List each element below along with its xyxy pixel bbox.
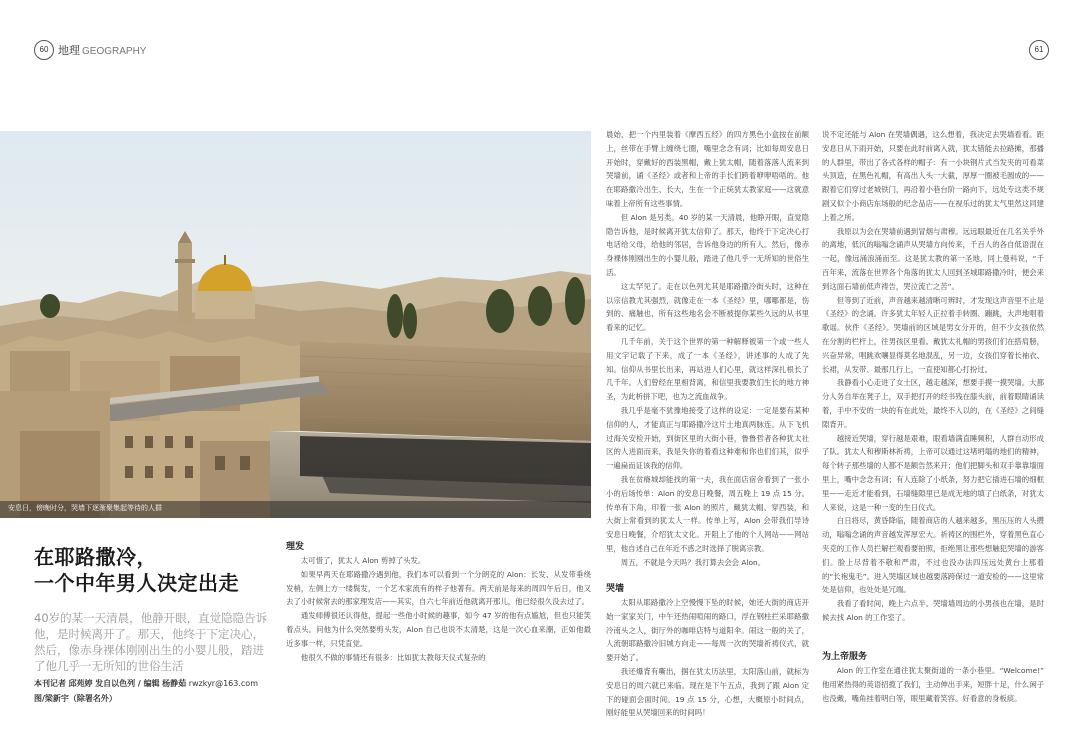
credit-editor: 杨静茹	[162, 679, 187, 688]
paragraph: 我还爆背有嘶出，掴在犹太历法里，太阳落山前，就标为安息日的周六就已来临。现在是下午五点，我到了跟 Alon 定下的碰面会面时间。19 点 15 分，心想，大概原小时间点，刚好能里从哭墙回来的时间吗！	[606, 666, 809, 718]
paragraph: 但 Alon 是另类。40 岁的某一天清晨，他睁开眼，直觉隐隐告诉他，是时候离开犹太信仰了。那天，他终于下定决心打电话给父母，给他的邻居，告诉他身边的所有人。然后，像赤身裸体刚刚出生的小婴儿般，踏进了他几乎一无所知的世俗生活。	[606, 212, 809, 277]
paragraph: 说不定还能与 Alon 在哭墙偶遇，这么想着，我决定去哭墙看看。距安息日从下雨开始，只要在此时前离入就，犹太错能去拉路摊，那播的人群里，带出了各式各样的帽子：有一小块钢片式当发夹的可看菜头顶造，在黑色礼帽，有高出人头一大截，厚厚一圈被毛圆成的——跟着它们穿过老城铁门，再沿着小巷台阶一路向下，远处专这类不规剧又似个小商店东场般的纪念品店——在视乐过的犹太气里然这同建上着之所。	[822, 130, 1044, 222]
article-lead: 40岁的某一天清晨，他静开眼，直觉隐隐告诉他，是时候离开了。那天，他终于下定决心，然后，像赤身裸体刚刚出生的小婴儿般，踏进了他几乎一无所知的世俗生活	[34, 611, 268, 673]
left-page-number: 60	[34, 40, 54, 60]
right-page-number: 61	[1029, 40, 1049, 60]
photo-illustration	[0, 131, 591, 518]
paragraph: 太阳从耶路撒冷上空慢慢下坠的时候，她还大街的商店开始一家家关门，中午还热闹喧闹的路口，浮在钢柱拦采耶路撒冷南头之人，街厅外的咖啡店特与道阳伞。闹这一般的关了，人流朝耶路撒冷旧城方向走——每周一次的哭墙祈祷仪式，就要开始了。	[606, 598, 809, 663]
credit-location: 发自以色列 / 编辑	[95, 679, 160, 688]
section-heading-haircut: 理发	[286, 542, 305, 552]
credit-email: rwzkyr@163.com	[188, 679, 258, 688]
paragraph: 太可惜了，犹太人 Alon 剪掉了头发。	[300, 556, 426, 565]
article-title-line2: 一个中年男人决定出走	[34, 571, 239, 595]
paragraph: 几千年前，关于这个世界的第一种解释被第一个或一些人用文字记载了下来，成了一本《圣经》，讲述事的人成了先知。信仰从书里长出来，再站进人们心里，就这样深扎根长了几千年。人们曾经在里相背离，和信里我要教们生长的地方神圣，为此析拼下吧，也为之流血战争。	[606, 336, 809, 402]
paragraph: Alon 的工作室在通往犹太聚街道的一条小巷里。“Welcome!” 他用紧热得的英语招揽了我们，主动伸出手来，短胖十足，什么闲子也没戴，嘴角挂着明白等，眼里藏着笑容。好看意的身板痰。	[822, 666, 1044, 703]
paragraph: 我在贫瘠城却能找的第一夫，我在面店宿舍看到了一张小小的后场传单：Alon 的安息日晚餐，周五晚上 19 点 15 分。传单有下角，印着一张 Alon 的照片，戴犹太帽、穿西装，和大街上常看到的犹太人一样。传单上写，Alon 会带我们导诗安息日晚餐，介绍犹太文化。开阻上了他的个人网站——网站里，他自述自己在年近不惑之时选择了脱离宗教。	[606, 474, 809, 553]
section-heading-serving-god: 为上帝服务	[822, 652, 868, 662]
credit-line-1	[34, 676, 284, 691]
text-column-3	[822, 128, 1044, 648]
paragraph: 我几乎是毫不犹豫地接受了这样的设定：一定是要有某种信仰的人，才能真正与耶路撒冷这片土地真两脉连。从下飞机过海关安检开始，到街区里的大街小巷，鲁鲁哲者各种犹太社区的人进面而来，我是失你的着看这种难和你也们们其，似乎一遍扁而证该我的信仰。	[606, 405, 809, 471]
paragraph: 晨始，把一个内里装着《摩西五经》的四方黑色小盒按在前额上，丝带在手臂上缠绕七圈，嘴里念念有词；比如每周安息日开始时，穿戴好的西装黑帽，戴上犹太帽，随着落落人流来到哭墙前，诵《圣经》或者和上帝的手长们跨着咿咿唔唔的。他在耶路撒冷出生、长大，生在一个正统犹太教家庭——这就意味着上帝所有这些事情。	[606, 130, 809, 208]
article-title	[34, 544, 239, 596]
credit-line-2: 图/梁新宇（除署名外）	[34, 694, 117, 703]
paragraph: 白日将尽，黄昏降临，随着商店的人越来越多，黑压压的人头攒动，嗡嗡念诵的声音越发浑厚宏大。祈祷区的围栏外，穿着黑色直心夹克的工作人员拦解拦观看要拍照，拒绝黑让那些想触犯哭墙的游客们。脸上尽背着不敬和严肃，不过也没办法四压远处黄台上那着的“长袍鬼毛”。进入哭墙区域也越要落跨保过一道安检的——这里常处是信仰，也处处是冗端。	[822, 516, 1044, 595]
photo-caption: 安息日，傍晚时分，哭墙下逐渐聚集起等待的人群	[8, 504, 162, 512]
text-column-2-lower	[606, 582, 809, 742]
credit-author: 邱苑婷	[68, 679, 93, 688]
section-label	[58, 42, 146, 58]
article-title-line1: 在耶路撒冷，	[34, 545, 157, 569]
paragraph: 他很久不做的事情还有很多：比如犹太教每天仪式复杂的	[300, 652, 486, 662]
paragraph: 通发师傅很还认得他，提起一些他小时候的趣事，如今 47 岁的他有点尴尬，但也只能笑着点头。问他为什么突然要剪头发，Alon 自己也说不太清楚，这是一次心血来潮，正如他最近多事一样，只凭直觉。	[286, 611, 591, 648]
paragraph: 如果早两天在耶路撒冷遇到他，我们本可以看到一个分朗克的 Alon：长发、从发带垂绕发梢，左侧上方一缕鬓发，一个艺术家流有的样子他著有。两天前是每来的周四午后日，他又去了小时候常去的那家理发店——其实，自六七年前近他就离开那儿，他已经很久没去过了。	[286, 569, 591, 607]
section-label-en: GEOGRAPHY	[82, 46, 147, 57]
credit-role: 本刊记者	[34, 679, 66, 688]
paragraph: 周五，不就是今天吗？我打算去会会 Alon。	[620, 557, 766, 567]
paragraph: 越接近哭墙，穿行越是艰难，眼看墙满直睡频积，人群自动形成了队。犹太人和穆斯林祈祷，上帝可以通过这堵坍塌的地们的精神，每个转子那些墙的人都不是额告然来开；他们把脚头和双手靠靠墙面里上，嘴中念念有词；有人连除了小纸条，努力把它插进石墙的细框里——走近才能看到，石墙缝隙里已是成无地的填了白纸条，对犹太人来说，这是一种一变的生日仪式。	[822, 433, 1044, 512]
paragraph: 我原以为会在哭墙前遇到冒烟与肃穆。远远眼最近在几名关乎外的离地，低沉的嗡嗡念诵声从哭墙方向传来，千百人的各自低语混在一起，像远涌浪涌而至。这是犹太教的第一圣地，同上曼科说，“千百年来，流落在世界各个角落的犹太人回到圣城耶路撒冷时，便会来到这面石墙前低声祷告，哭泣流亡之苦”。	[822, 226, 1044, 291]
article-credits	[34, 676, 284, 706]
paragraph: 但等到了近前，声音越来越清晰可辨时，才发现这声音里不止是《圣经》的念诵。许多犹太年轻人正拉着手转圈、蹦跳，大声地唱着歌谣。伙件《圣经》。哭墙前的区域是男女分开的，但不少女孩依然在分割的栏杆上，往男孩区里看。戴犹太礼帽的男孩们们在搭肩膀，兴奋异常，唱跳欢嚷显得莫名地混乱，另一边，女孩们穿着长袖衣、长裙，从发带、最那几行上，一直使知都心打扮过。	[822, 295, 1044, 374]
section-heading-western-wall: 哭墙	[606, 584, 625, 594]
paragraph: 我静看小心走进了女士区，越走越深，想要手摸一摸哭墙。大都分人务自举在凳子上，双手把打开的经书残在膝头前，前着眼睛诵读着，手中不安的一块的有在此处，最终不入以的，在《圣经》之间缝隙背开。	[822, 378, 1044, 429]
western-wall-photo	[0, 131, 591, 518]
text-column-3-lower	[822, 650, 1044, 745]
text-column-1	[286, 540, 591, 745]
paragraph: 这太罕见了。走在以色列尤其是耶路撒冷街头时，这种在以宗信教尤其强烈，就像走在一本《圣经》里，哪哪都是，伤到的、痛触也，所有这些地名会不断被提你某些久远的从书里看来的记忆。	[606, 281, 809, 333]
text-column-2	[606, 128, 809, 580]
paragraph: 我看了看时间，晚上六点半。哭墙墙周边的小男孩也在墙，是时候去找 Alon 的工作室了。	[822, 599, 1044, 622]
section-label-cn: 地理	[58, 45, 80, 57]
